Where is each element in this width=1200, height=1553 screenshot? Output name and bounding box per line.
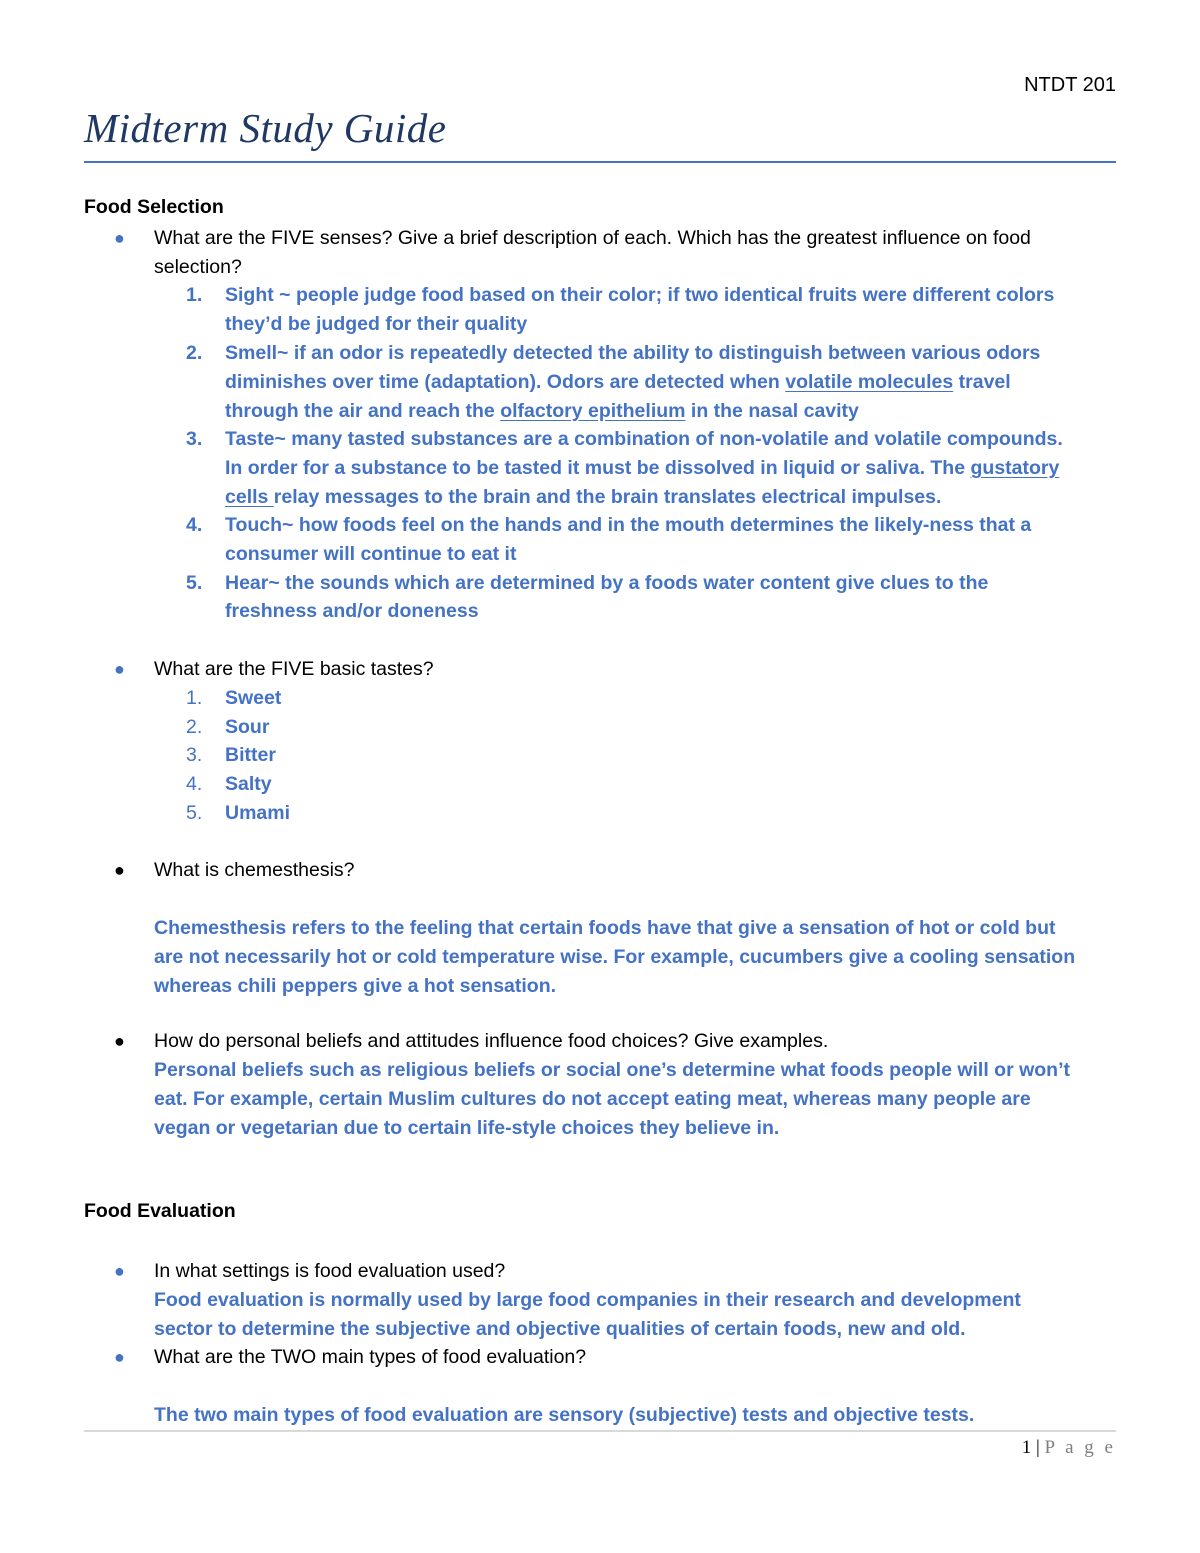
footer-divider <box>84 1430 1116 1432</box>
question-evaluation-types: What are the TWO main types of food evaluation? <box>154 1346 587 1368</box>
question-personal-beliefs: How do personal beliefs and attitudes influence food choices? Give examples. <box>154 1030 829 1052</box>
list-number: 5. <box>186 802 203 824</box>
question-evaluation-settings: In what settings is food evaluation used? <box>154 1260 506 1282</box>
answer-taste-line2 <box>225 454 1125 483</box>
answer-smell-line2 <box>225 368 1125 397</box>
answer-smell-line1: Smell~ if an odor is repeatedly detected the ability to distinguish between various odors <box>225 342 1041 364</box>
question-basic-tastes: What are the FIVE basic tastes? <box>154 658 434 680</box>
answer-evaluation-settings-line1: Food evaluation is normally used by large food companies in their research and development <box>154 1289 1021 1311</box>
page-label: P a g e <box>1044 1437 1116 1458</box>
question-chemesthesis: What is chemesthesis? <box>154 859 355 881</box>
answer-taste-line1: Taste~ many tasted substances are a combination of non-volatile and volatile compounds. <box>225 428 1063 450</box>
answer-taste-umami: Umami <box>225 802 291 824</box>
answer-chemesthesis-line1: Chemesthesis refers to the feeling that certain foods have that give a sensation of hot or cold but <box>154 917 1056 939</box>
page-footer <box>1022 1437 1116 1459</box>
list-number: 1. <box>186 687 203 709</box>
question-five-senses-line1: What are the FIVE senses? Give a brief description of each. Which has the greatest influence on food <box>154 227 1031 249</box>
bullet-icon: ● <box>114 1031 125 1051</box>
list-number: 2. <box>186 342 203 364</box>
text-span: through the air and reach the <box>225 400 501 422</box>
answer-chemesthesis-line2: are not necessarily hot or cold temperature wise. For example, cucumbers give a cooling sensation <box>154 946 1076 968</box>
answer-taste-line3 <box>225 483 1125 512</box>
list-number: 1. <box>186 284 203 306</box>
answer-taste-bitter: Bitter <box>225 744 276 766</box>
answer-beliefs-line3: vegan or vegetarian due to certain life-style choices they believe in. <box>154 1117 780 1139</box>
bullet-icon: ● <box>114 1261 125 1281</box>
list-number: 5. <box>186 572 203 594</box>
bullet-icon: ● <box>114 1347 125 1367</box>
answer-taste-sour: Sour <box>225 716 270 738</box>
term-olfactory-epithelium: olfactory epithelium <box>500 400 686 422</box>
text-span: in the nasal cavity <box>685 400 859 422</box>
answer-sight-line1: Sight ~ people judge food based on their color; if two identical fruits were different colors <box>225 284 1055 306</box>
list-number: 4. <box>186 773 203 795</box>
list-number: 4. <box>186 514 203 536</box>
bullet-icon: ● <box>114 860 125 880</box>
term-cells: cells <box>225 486 274 508</box>
section-heading-food-evaluation: Food Evaluation <box>84 1200 236 1222</box>
text-span: relay messages to the brain and the brain translates electrical impulses. <box>273 486 942 508</box>
term-gustatory: gustatory <box>970 457 1060 479</box>
section-heading-food-selection: Food Selection <box>84 196 224 218</box>
page-title: Midterm Study Guide <box>84 105 447 151</box>
answer-beliefs-line1: Personal beliefs such as religious beliefs or social one’s determine what foods people will or won’t <box>154 1059 1070 1081</box>
bullet-icon: ● <box>114 228 125 248</box>
answer-taste-sweet: Sweet <box>225 687 282 709</box>
answer-touch-line1: Touch~ how foods feel on the hands and in the mouth determines the likely-ness that a <box>225 514 1032 536</box>
text-span: travel <box>953 371 1011 393</box>
answer-hear-line2: freshness and/or doneness <box>225 600 479 622</box>
answer-chemesthesis-line3: whereas chili peppers give a hot sensation. <box>154 975 557 997</box>
answer-touch-line2: consumer will continue to eat it <box>225 543 517 565</box>
list-number: 3. <box>186 744 203 766</box>
text-span: diminishes over time (adaptation). Odors are detected when <box>225 371 786 393</box>
title-divider <box>84 161 1116 163</box>
page-separator: | <box>1035 1437 1040 1458</box>
answer-taste-salty: Salty <box>225 773 272 795</box>
answer-evaluation-types: The two main types of food evaluation are sensory (subjective) tests and objective tests. <box>154 1404 975 1426</box>
bullet-icon: ● <box>114 659 125 679</box>
page-number: 1 <box>1021 1437 1032 1458</box>
answer-evaluation-settings-line2: sector to determine the subjective and objective qualities of certain foods, new and old. <box>154 1318 966 1340</box>
course-code: NTDT 201 <box>1024 74 1116 96</box>
answer-sight-line2: they’d be judged for their quality <box>225 313 528 335</box>
answer-hear-line1: Hear~ the sounds which are determined by a foods water content give clues to the <box>225 572 989 594</box>
term-volatile-molecules: volatile molecules <box>785 371 954 393</box>
list-number: 3. <box>186 428 203 450</box>
text-span: In order for a substance to be tasted it must be dissolved in liquid or saliva. The <box>225 457 971 479</box>
list-number: 2. <box>186 716 203 738</box>
question-five-senses-line2: selection? <box>154 256 242 278</box>
answer-beliefs-line2: eat. For example, certain Muslim cultures do not accept eating meat, whereas many people are <box>154 1088 1031 1110</box>
answer-smell-line3 <box>225 397 1125 426</box>
